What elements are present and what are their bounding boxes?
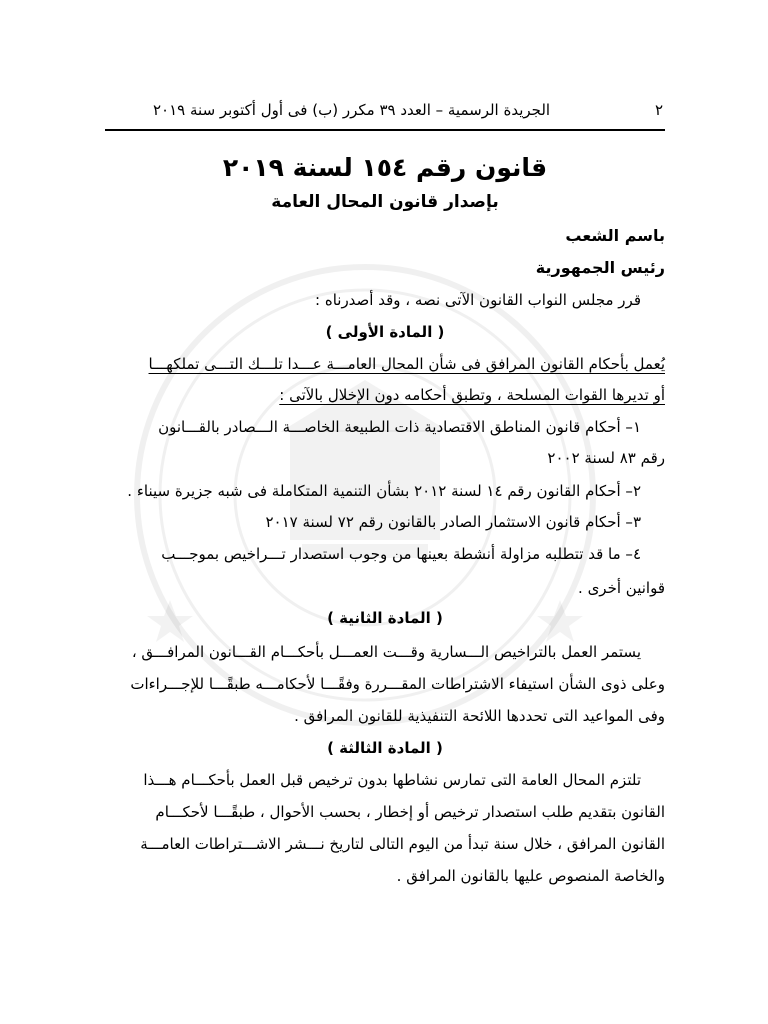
article-2-line: يستمر العمل بالتراخيص الـــسارية وقـــت العمـــل بأحكـــام القـــانون المرافـــق ،: [131, 643, 641, 661]
article-2-heading: ( المادة الثانية ): [327, 609, 443, 627]
article-2-line: وفى المواعيد التى تحددها اللائحة التنفيذية للقانون المرافق .: [294, 707, 665, 725]
law-subtitle: بإصدار قانون المحال العامة: [271, 192, 499, 212]
preamble-president: رئيس الجمهورية: [535, 258, 665, 277]
preamble-in-name: باسم الشعب: [565, 226, 665, 245]
article-1-line: [102, 381, 665, 409]
article-1-line-text: أو تديرها القوات المسلحة ، وتطبق أحكامه دون الإخلال بالآتى :: [279, 386, 665, 404]
page-number: ٢: [654, 101, 663, 119]
article-2-line: وعلى ذوى الشأن استيفاء الاشتراطات المقـــررة وفقًـــا لأحكامـــه طبقًـــا للإجـــراءات: [130, 675, 665, 693]
article-1-line: ٢– أحكام القانون رقم ١٤ لسنة ٢٠١٢ بشأن التنمية المتكاملة فى شبه جزيرة سيناء .: [127, 482, 641, 500]
preamble-decree: قرر مجلس النواب القانون الآتى نصه ، وقد أصدرناه :: [315, 291, 641, 309]
article-3-line: القانون بتقديم طلب استصدار ترخيص أو إخطار ، بحسب الأحوال ، طبقًـــا لأحكـــام: [155, 803, 665, 821]
article-1-line: ٣– أحكام قانون الاستثمار الصادر بالقانون رقم ٧٢ لسنة ٢٠١٧: [265, 513, 641, 531]
article-3-line: تلتزم المحال العامة التى تمارس نشاطها بدون ترخيص قبل العمل بأحكـــام هـــذا: [143, 771, 641, 789]
article-1-line: ١– أحكام قانون المناطق الاقتصادية ذات الطبيعة الخاصـــة الـــصادر بالقـــانون: [158, 418, 641, 436]
law-title: قانون رقم ١٥٤ لسنة ٢٠١٩: [222, 153, 548, 182]
page-header: [105, 96, 663, 124]
article-3-heading: ( المادة الثالثة ): [327, 739, 443, 757]
article-1-line: قوانين أخرى .: [578, 579, 665, 597]
running-title: الجريدة الرسمية – العدد ٣٩ مكرر (ب) فى أول أكتوبر سنة ٢٠١٩: [153, 101, 551, 119]
article-1-line: [102, 350, 665, 378]
article-3-line: والخاصة المنصوص عليها بالقانون المرافق .: [396, 867, 665, 885]
article-1-line: ٤– ما قد تتطلبه مزاولة أنشطة بعينها من وجوب استصدار تـــراخيص بموجـــب: [161, 545, 641, 563]
header-divider: [105, 129, 665, 131]
article-1-heading: ( المادة الأولى ): [325, 323, 445, 341]
article-3-line: القانون المرافق ، خلال سنة تبدأ من اليوم التالى لتاريخ نـــشر الاشـــتراطات العامـــة: [140, 835, 665, 853]
article-1-line-text: يُعمل بأحكام القانون المرافق فى شأن المحال العامـــة عـــدا تلـــك التـــى تملكهـــا: [148, 355, 665, 373]
article-1-line: رقم ٨٣ لسنة ٢٠٠٢: [547, 449, 665, 467]
